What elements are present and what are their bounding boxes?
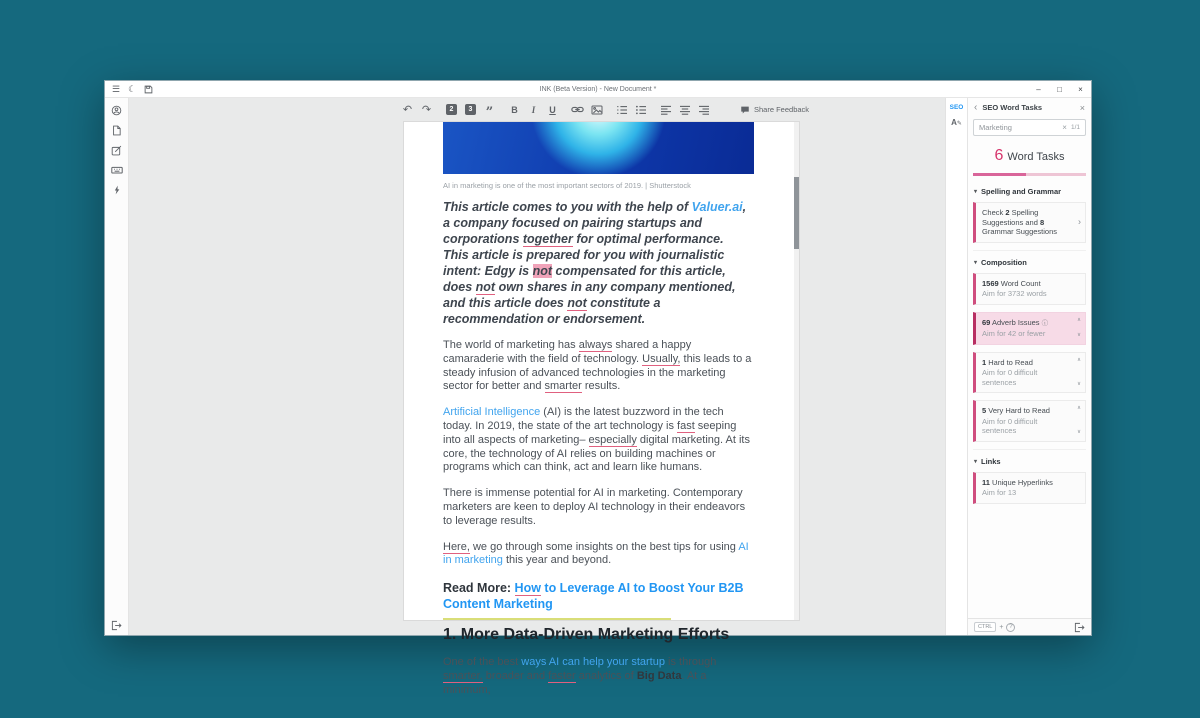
card-text: 5 Very Hard to Read [982,406,1050,415]
panel-close-icon[interactable]: × [1079,102,1085,113]
task-count: 6 [994,147,1004,164]
maximize-button[interactable]: □ [1057,84,1062,94]
formatting-toolbar [129,98,945,121]
panel-back-icon[interactable]: ‹ [974,101,978,113]
menu-icon[interactable]: ☰ [112,83,121,94]
section-label: Spelling and Grammar [981,187,1062,196]
seo-tool-rail [945,98,967,635]
section-label: Links [981,456,1001,466]
seo-word-tasks-panel [967,98,1091,635]
paragraph[interactable]: One of the best ways AI can help your startup is through smarter, broader and faster analytics of Big Data. At a minimum, [443,656,717,696]
minimize-button[interactable]: – [1036,84,1041,94]
align-center-icon[interactable] [678,103,691,116]
image-caption: AI in marketing is one of the most important sectors of 2019. | Shutterstock [443,181,691,190]
collapse-caret-icon[interactable]: ▾ [974,189,978,195]
share-feedback-button[interactable] [740,105,809,115]
help-icon[interactable]: ? [1006,623,1015,632]
scrollbar-thumb[interactable] [794,177,799,249]
link-icon[interactable] [571,103,584,116]
insert-image-icon[interactable] [590,103,603,116]
editor-area [129,98,945,696]
word-count-card[interactable] [973,273,1086,305]
collapse-caret-icon[interactable]: ▾ [974,259,978,266]
sentence-highlight-cutoff [443,618,671,620]
redo-icon[interactable]: ↷ [421,104,432,116]
hero-image[interactable] [443,122,754,174]
card-subtext: Aim for 42 or fewer [982,329,1046,338]
compose-icon[interactable] [111,144,123,156]
heading3-button[interactable]: 3 [464,103,477,116]
document-icon[interactable] [111,124,123,136]
titlebar [105,81,1091,98]
section-label: Composition [981,257,1027,267]
chevron-down-icon[interactable]: ∨ [1076,332,1081,338]
card-text: 1 Hard to Read [982,357,1033,367]
paragraph[interactable]: There is immense potential for AI in marketing. Contemporary marketers are keen to deploy AI technology in their endeavors to leverage results. [443,487,746,527]
chevron-down-icon[interactable]: ∨ [1076,429,1081,435]
card-text: 1569 Word Count [982,278,1041,288]
share-feedback-label: Share Feedback [754,105,810,114]
search-match-counter: 1/1 [1070,124,1080,131]
card-subtext: Aim for 3732 words [982,289,1047,298]
chevron-up-icon[interactable]: ∧ [1076,405,1081,411]
bullet-list-icon[interactable] [634,103,647,116]
seo-logo[interactable]: SEO [949,104,964,111]
ctrl-key-badge: CTRL [974,622,996,632]
section-composition[interactable] [973,250,1086,273]
card-text: Check 2 Spelling Suggestions and 8 Grammar Suggestions [982,208,1058,236]
chevron-up-icon[interactable]: ∧ [1076,316,1081,323]
paragraph[interactable]: The world of marketing has always shared a happy camaraderie with the field of technology. Usually, this leads to a steady infusion of advanced technologies in the marketing sector for better and smarter results. [443,339,752,393]
panel-footer [968,618,1091,635]
intro-paragraph[interactable]: This article comes to you with the help of Valuer.ai, a company focused on pairing startups and corporations together for optimal performance. This article is prepared for you with journalistic intent: Edgy is not compensated for this article, does not own shares in any company mentioned, and this article does not constitute a recommendation or endorsement. [443,200,747,326]
feedback-icon [740,105,750,115]
blockquote-icon[interactable]: ” [485,104,494,120]
clear-search-icon[interactable]: × [1062,123,1067,132]
dark-mode-moon-icon[interactable]: ☾ [128,83,137,94]
close-button[interactable]: × [1078,84,1083,94]
card-text: 69 Adverb Issues ⓘ [982,317,1049,327]
adverb-issues-card[interactable] [973,312,1086,345]
window-title: INK (Beta Version) - New Document * [539,85,657,93]
card-subtext: Aim for 13 [982,488,1017,497]
spellcheck-icon[interactable]: A✎ [951,118,962,127]
card-subtext: Aim for 0 difficult sentences [982,368,1038,387]
word-tasks-summary [968,147,1091,165]
align-right-icon[interactable] [697,103,710,116]
account-icon[interactable] [111,104,123,116]
task-list [968,176,1091,618]
expand-sidebar-icon[interactable] [105,620,128,631]
align-left-icon[interactable] [659,103,672,116]
document-scrollbar[interactable] [794,122,799,620]
chevron-right-icon[interactable]: › [1078,216,1081,227]
chevron-up-icon[interactable]: ∧ [1076,356,1081,363]
heading2-button[interactable]: 2 [445,103,458,116]
section-links[interactable] [973,449,1086,472]
unique-hyperlinks-card[interactable] [973,472,1086,504]
document-page[interactable] [403,121,800,696]
keyboard-icon[interactable] [111,164,123,176]
undo-icon[interactable]: ↶ [402,104,413,116]
very-hard-to-read-card[interactable] [973,400,1086,442]
card-text: 11 Unique Hyperlinks [982,477,1053,487]
save-icon[interactable] [144,85,153,94]
ordered-list-icon[interactable] [615,103,628,116]
italic-button[interactable]: I [531,104,536,115]
word-search-input[interactable] [973,119,1086,136]
card-subtext: Aim for 0 difficult sentences [982,416,1038,435]
shortcuts-flash-icon[interactable] [111,184,123,196]
task-count-label: Word Tasks [1007,151,1065,163]
bold-button[interactable]: B [511,104,518,115]
paragraph[interactable]: Artificial Intelligence (AI) is the latest buzzword in the tech today. In 2019, the state of the art technology is fast seeping into all aspects of marketing– especially digital marketing. At its core, the technology of AI relies on building machines or programs which can think, act and learn like humans. [443,406,750,474]
collapse-caret-icon[interactable]: ▾ [974,458,978,465]
plus-sign: + [999,623,1004,631]
chevron-down-icon[interactable]: ∨ [1076,380,1081,387]
read-more-link-paragraph[interactable]: Read More: How to Leverage AI to Boost Your B2B Content Marketing [443,581,744,611]
paragraph[interactable]: Here, we go through some insights on the best tips for using AI in marketing this year and beyond. [443,540,749,567]
app-window [104,80,1092,696]
underline-button[interactable]: U [549,104,556,115]
collapse-panel-icon[interactable] [1074,622,1085,633]
section-spelling-and-grammar[interactable] [973,180,1086,202]
search-value: Marketing [979,123,1012,132]
left-sidebar [105,98,129,635]
panel-title: SEO Word Tasks [982,103,1043,112]
spelling-suggestions-card[interactable] [973,202,1086,243]
hard-to-read-card[interactable] [973,352,1086,394]
section-heading: 1. More Data-Driven Marketing Efforts [443,626,730,644]
